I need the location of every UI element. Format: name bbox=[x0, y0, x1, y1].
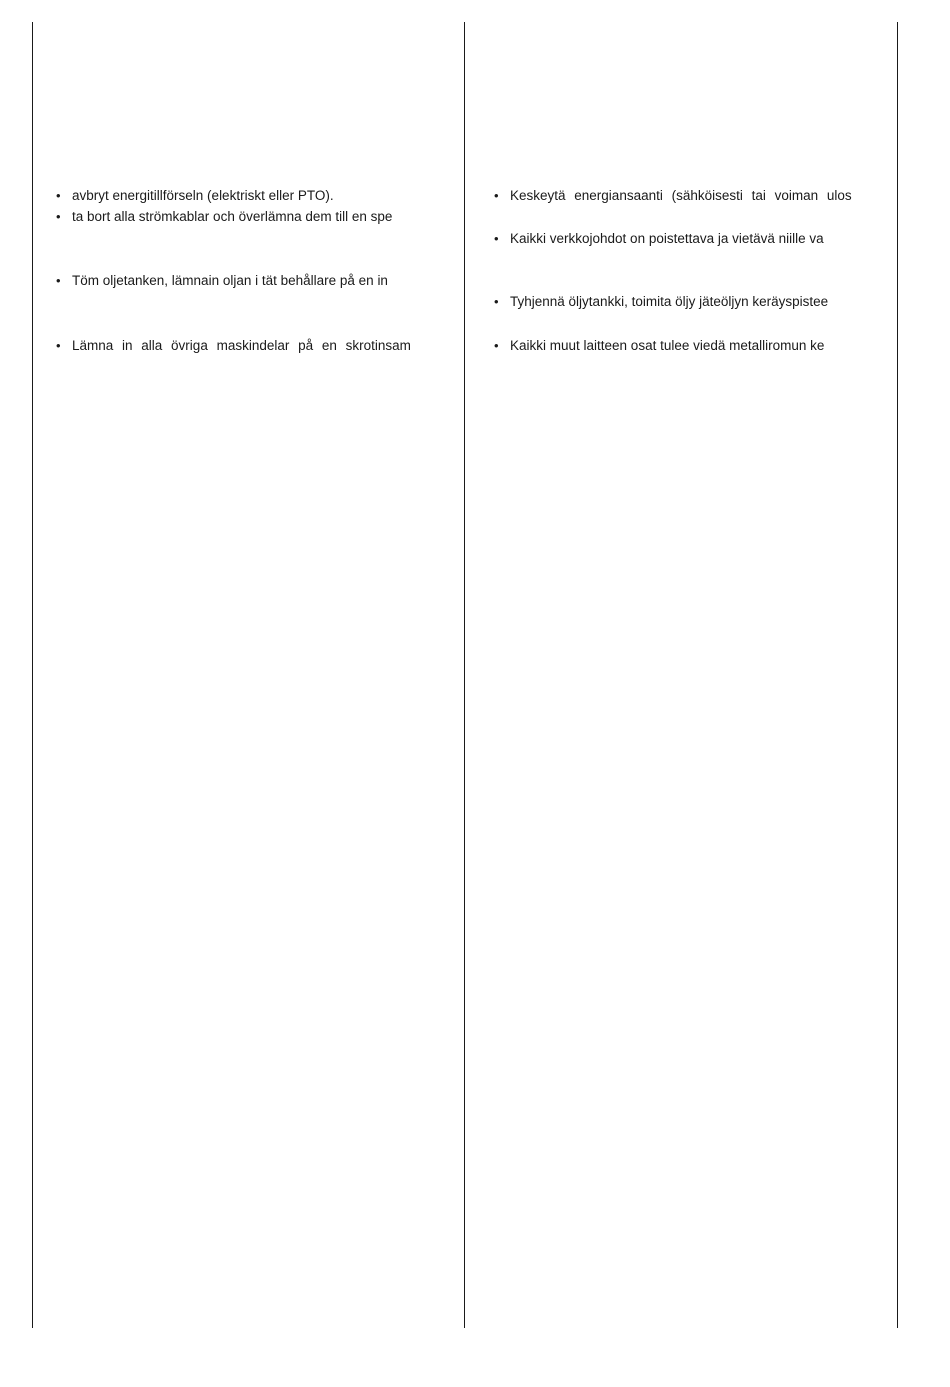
bullet-icon: • bbox=[494, 231, 499, 246]
swedish-column bbox=[56, 0, 434, 1387]
swedish-item-text: Töm oljetanken, lämnain oljan i tät behållare på en in bbox=[72, 273, 388, 288]
center-column-divider bbox=[464, 22, 465, 1328]
swedish-item-cables bbox=[56, 207, 434, 227]
bullet-icon: • bbox=[494, 188, 499, 203]
swedish-item-text: ta bort alla strömkablar och överlämna dem till en spe bbox=[72, 209, 393, 224]
finnish-item-text: Keskeytä energiansaanti (sähköisesti tai voiman ulos bbox=[510, 188, 852, 203]
right-border-rule bbox=[897, 22, 898, 1328]
bullet-icon: • bbox=[56, 188, 61, 203]
finnish-item-cables bbox=[494, 229, 876, 249]
bullet-icon: • bbox=[494, 294, 499, 309]
finnish-item-scrap bbox=[494, 336, 876, 356]
swedish-item-text: avbryt energitillförseln (elektriskt eller PTO). bbox=[72, 188, 334, 203]
bullet-icon: • bbox=[56, 273, 61, 288]
finnish-item-energy bbox=[494, 186, 876, 206]
finnish-column bbox=[494, 0, 876, 1387]
finnish-item-text: Kaikki muut laitteen osat tulee viedä metalliromun ke bbox=[510, 338, 825, 353]
bullet-icon: • bbox=[56, 209, 61, 224]
finnish-item-text: Tyhjennä öljytankki, toimita öljy jäteöljyn keräyspistee bbox=[510, 294, 829, 309]
swedish-item-scrap bbox=[56, 336, 434, 356]
bullet-icon: • bbox=[56, 338, 61, 353]
swedish-item-text: Lämna in alla övriga maskindelar på en skrotinsam bbox=[72, 338, 411, 353]
finnish-item-oil bbox=[494, 292, 876, 312]
swedish-item-oil bbox=[56, 271, 434, 291]
swedish-item-energy bbox=[56, 186, 434, 206]
left-border-rule bbox=[32, 22, 33, 1328]
bullet-icon: • bbox=[494, 338, 499, 353]
finnish-item-text: Kaikki verkkojohdot on poistettava ja vietävä niille va bbox=[510, 231, 824, 246]
